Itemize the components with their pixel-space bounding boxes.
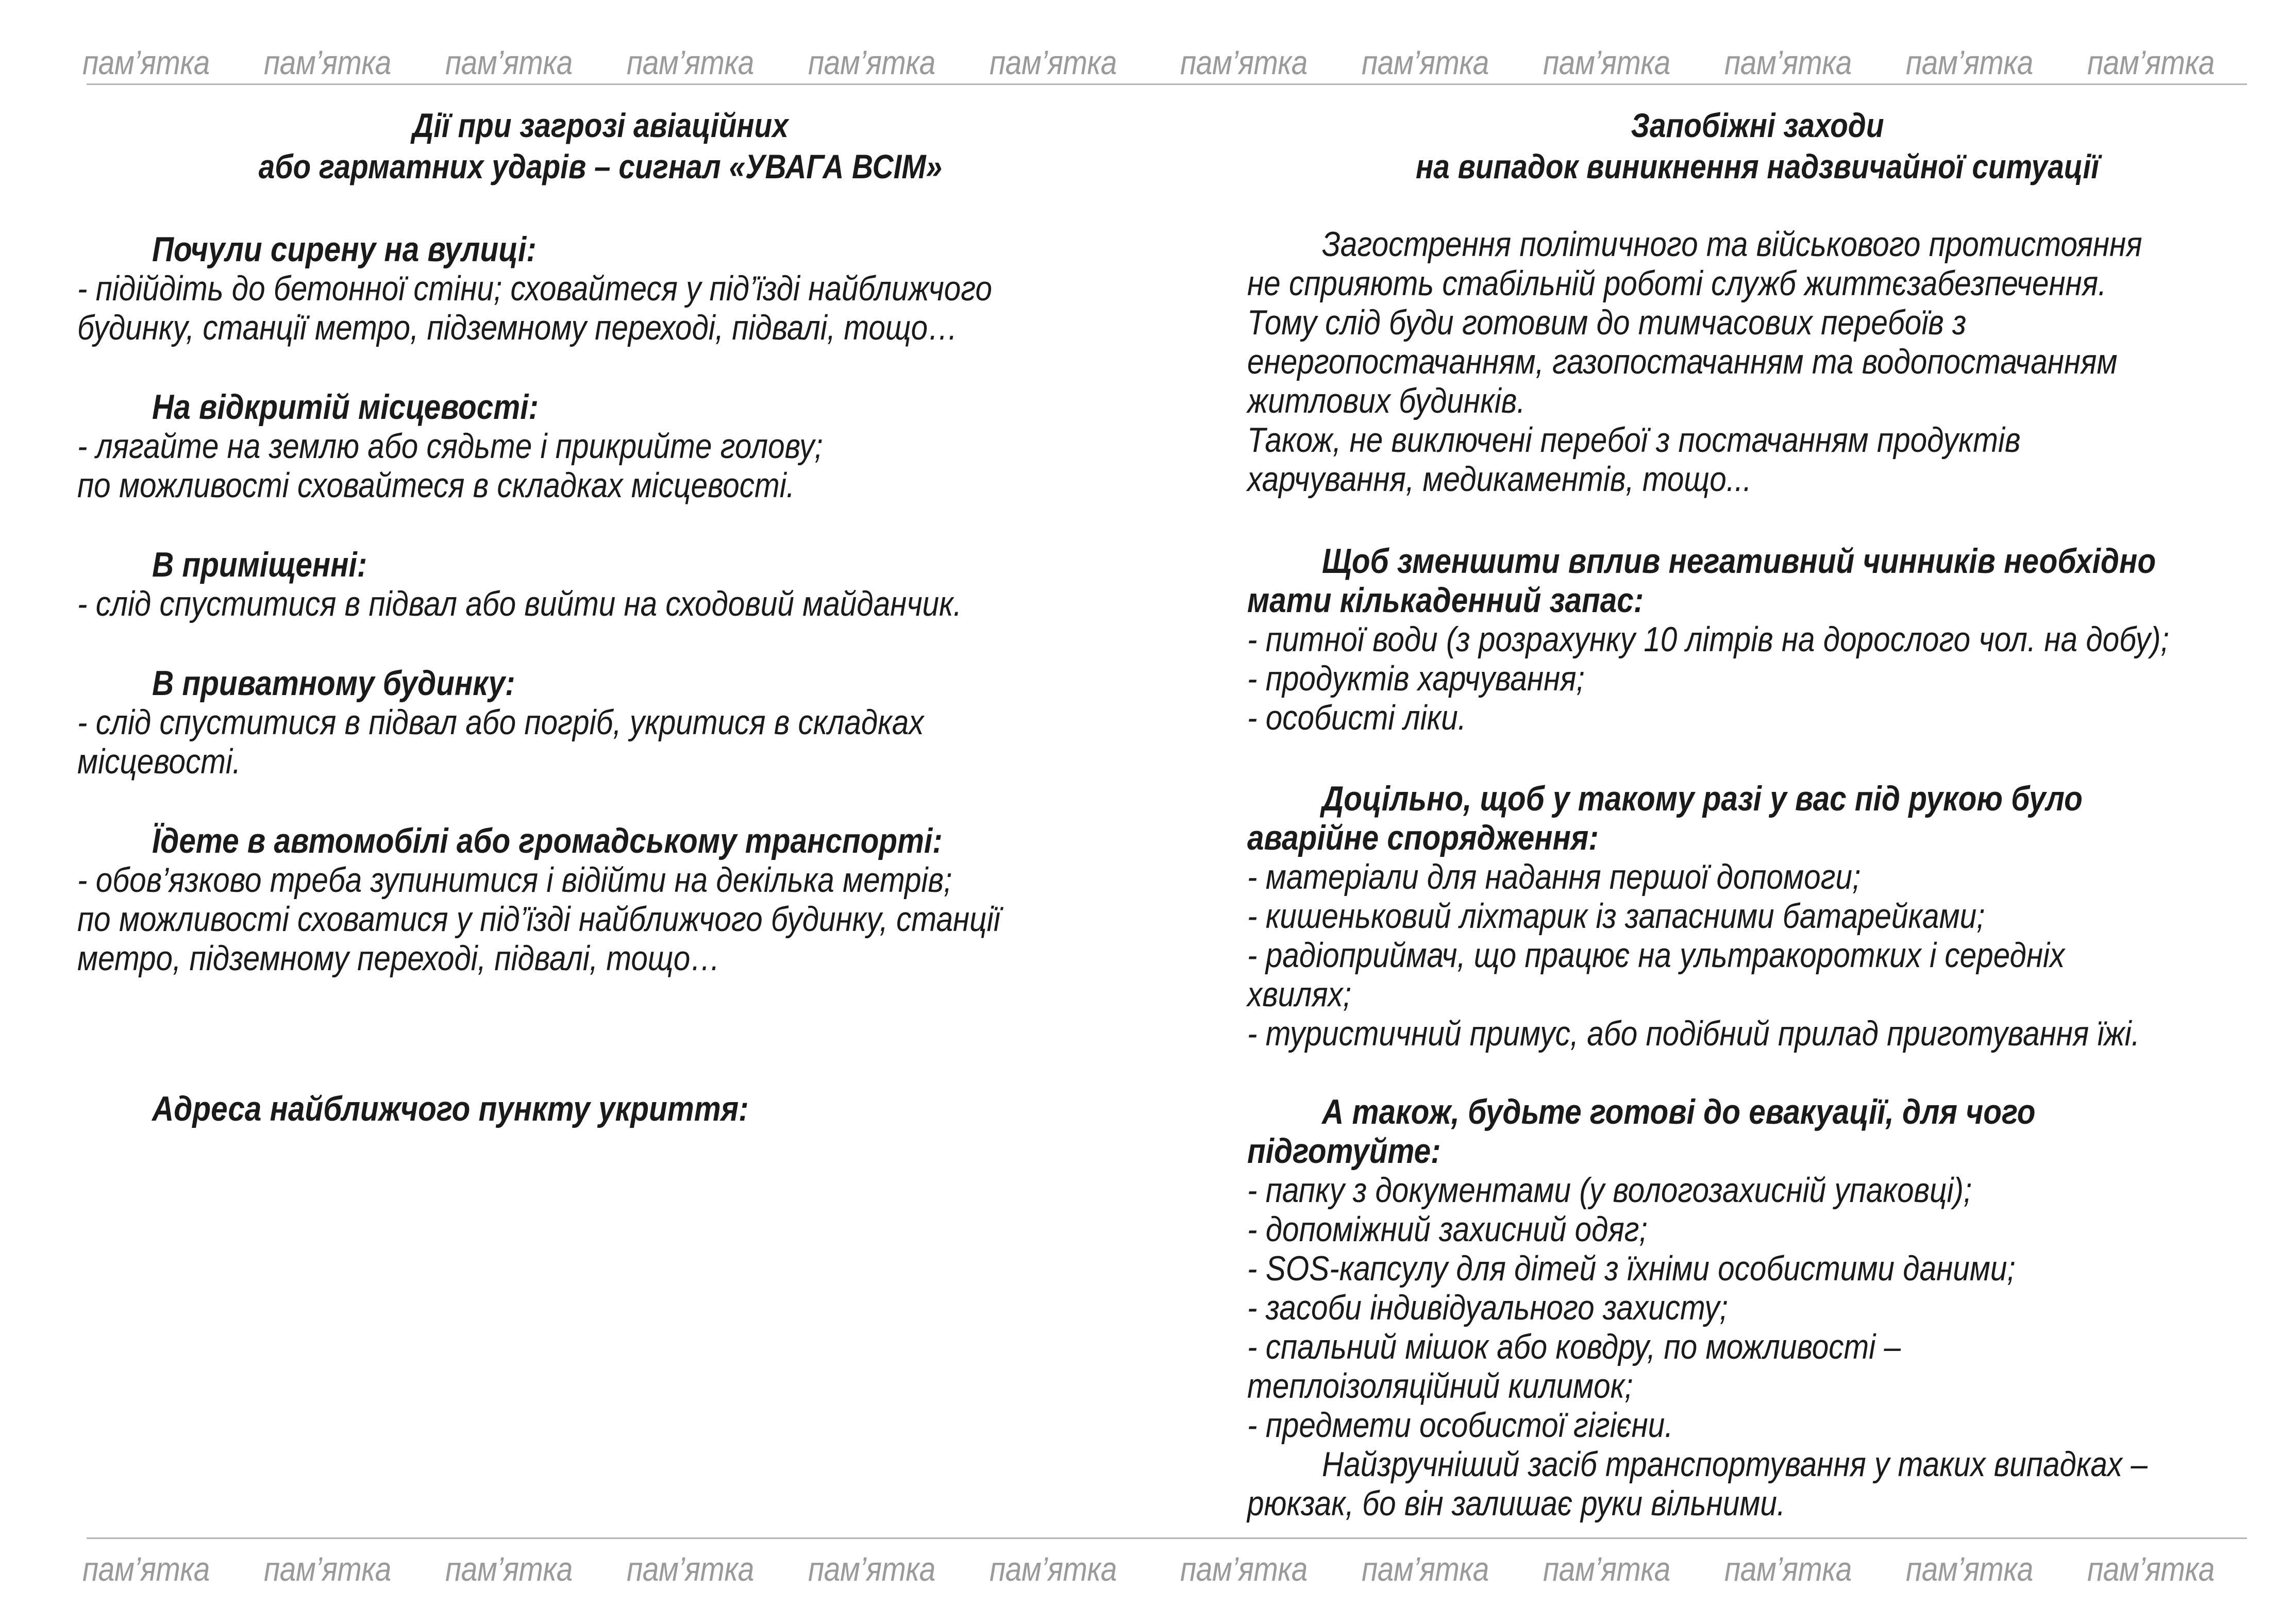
footer-watermark-word: пам’ятка	[82, 1550, 210, 1588]
section-heading: А також, будьте готові до евакуації, для чого	[1322, 1092, 2036, 1131]
section-heading: аварійне спорядження:	[1247, 818, 1599, 857]
footer-rule	[87, 1537, 2247, 1539]
section-line: - питної води (з розрахунку 10 літрів на дорослого чол. на добу);	[1247, 620, 2169, 659]
header-watermark-word: пам’ятка	[1180, 43, 1308, 81]
section-line: по можливості сховатися у під’їзді найближчого будинку, станції	[77, 900, 1000, 939]
footer-watermark-word: пам’ятка	[808, 1550, 935, 1588]
footer-watermark-word: пам’ятка	[990, 1550, 1117, 1588]
section-heading: мати кількаденний запас:	[1247, 581, 1644, 620]
section-line: - матеріали для надання першої допомоги;	[1247, 857, 1861, 897]
intro-line: Тому слід буди готовим до тимчасових перебоїв з	[1247, 303, 1967, 342]
section-line: - спальний мішок або ковдру, по можливості –	[1247, 1327, 1901, 1366]
closing-line: рюкзак, бо він залишає руки вільними.	[1247, 1484, 1786, 1523]
header-watermark-word: пам’ятка	[627, 43, 754, 81]
header-watermark-word: пам’ятка	[2087, 43, 2215, 81]
section-heading: Щоб зменшити вплив негативний чинників необхідно	[1322, 542, 2156, 581]
header-watermark-word: пам’ятка	[1362, 43, 1489, 81]
section-line: - предмети особистої гігієни.	[1247, 1406, 1673, 1445]
section-line: - папку з документами (у вологозахисній упаковці);	[1247, 1171, 1972, 1210]
footer-watermark-word: пам’ятка	[1724, 1550, 1852, 1588]
footer-watermark-word: пам’ятка	[1180, 1550, 1308, 1588]
header-watermark-word: пам’ятка	[264, 43, 391, 81]
section-line: - слід спуститися в підвал або погріб, укритися в складках	[77, 703, 924, 742]
section-line: - допоміжний захисний одяг;	[1247, 1210, 1648, 1249]
section-line: - кишеньковий ліхтарик із запасними батарейками;	[1247, 897, 1985, 936]
section-heading: підготуйте:	[1247, 1131, 1441, 1171]
footer-watermark-word: пам’ятка	[627, 1550, 754, 1588]
section-heading: В приміщенні:	[152, 545, 367, 584]
right-title-line-1: Запобіжні заходи	[1631, 106, 1884, 144]
footer-watermark-word: пам’ятка	[1362, 1550, 1489, 1588]
section-line: по можливості сховайтеся в складках місцевості.	[77, 466, 795, 505]
header-watermark-word: пам’ятка	[808, 43, 935, 81]
section-line: - обов’язково треба зупинитися і відійти на декілька метрів;	[77, 860, 952, 900]
section-line: - туристичний примус, або подібний прилад приготування їжі.	[1247, 1014, 2140, 1053]
section-line: - SOS-капсулу для дітей з їхніми особистими даними;	[1247, 1249, 2016, 1288]
header-watermark-word: пам’ятка	[1543, 43, 1670, 81]
section-line: метро, підземному переході, підвалі, тощо…	[77, 939, 720, 978]
footer-watermark-word: пам’ятка	[264, 1550, 391, 1588]
footer-watermark-word: пам’ятка	[1906, 1550, 2033, 1588]
section-line: - засоби індивідуального захисту;	[1247, 1288, 1728, 1327]
section-line: - слід спуститися в підвал або вийти на сходовий майданчик.	[77, 584, 962, 623]
section-heading: В приватному будинку:	[152, 664, 515, 703]
section-heading: На відкритій місцевості:	[152, 387, 539, 427]
section-line: місцевості.	[77, 742, 241, 781]
footer-watermark-word: пам’ятка	[2087, 1550, 2215, 1588]
header-watermark-word: пам’ятка	[1724, 43, 1852, 81]
footer-watermark-word: пам’ятка	[1543, 1550, 1670, 1588]
left-title-line-2: або гарматних ударів – сигнал «УВАГА ВСІМ»	[258, 147, 943, 185]
footer-watermark-word: пам’ятка	[445, 1550, 573, 1588]
intro-line: Загострення політичного та військового протистояння	[1322, 225, 2142, 264]
footer-watermark-band	[77, 1535, 2247, 1588]
intro-line: житлових будинків.	[1247, 381, 1526, 420]
section-line: будинку, станції метро, підземному переході, підвалі, тощо…	[77, 308, 958, 347]
section-line: - радіоприймач, що працює на ультракоротких і середніх	[1247, 936, 2065, 975]
header-watermark-word: пам’ятка	[445, 43, 573, 81]
section-heading: Їдете в автомобілі або громадському транспорті:	[152, 821, 943, 860]
left-title-line-1: Дії при загрозі авіаційних	[412, 106, 789, 144]
intro-line: харчування, медикаментів, тощо...	[1247, 460, 1752, 499]
header-watermark-word: пам’ятка	[1906, 43, 2033, 81]
closing-line: Найзручніший засіб транспортування у таких випадках –	[1322, 1445, 2148, 1484]
header-watermark-word: пам’ятка	[82, 43, 210, 81]
shelter-address-label: Адреса найближчого пункту укриття:	[152, 1089, 749, 1128]
section-line: - продуктів харчування;	[1247, 659, 1585, 698]
section-line: хвилях;	[1247, 975, 1352, 1014]
section-line: - лягайте на землю або сядьте і прикрийте голову;	[77, 427, 823, 466]
right-title-line-2: на випадок виникнення надзвичайної ситуації	[1416, 147, 2099, 185]
section-line: - особисті ліки.	[1247, 698, 1466, 737]
section-line: теплоізоляційний килимок;	[1247, 1366, 1633, 1406]
header-watermark-word: пам’ятка	[990, 43, 1117, 81]
section-line: - підійдіть до бетонної стіни; сховайтеся у під’їзді найближчого	[77, 269, 992, 308]
intro-line: не сприяють стабільній роботі служб життєзабезпечення.	[1247, 264, 2107, 303]
section-heading: Почули сирену на вулиці:	[152, 230, 537, 269]
section-heading: Доцільно, щоб у такому разі у вас під рукою було	[1322, 779, 2083, 818]
intro-line: Також, не виключені перебої з постачанням продуктів	[1247, 420, 2021, 460]
intro-line: енергопостачанням, газопостачанням та водопостачанням	[1247, 342, 2118, 381]
